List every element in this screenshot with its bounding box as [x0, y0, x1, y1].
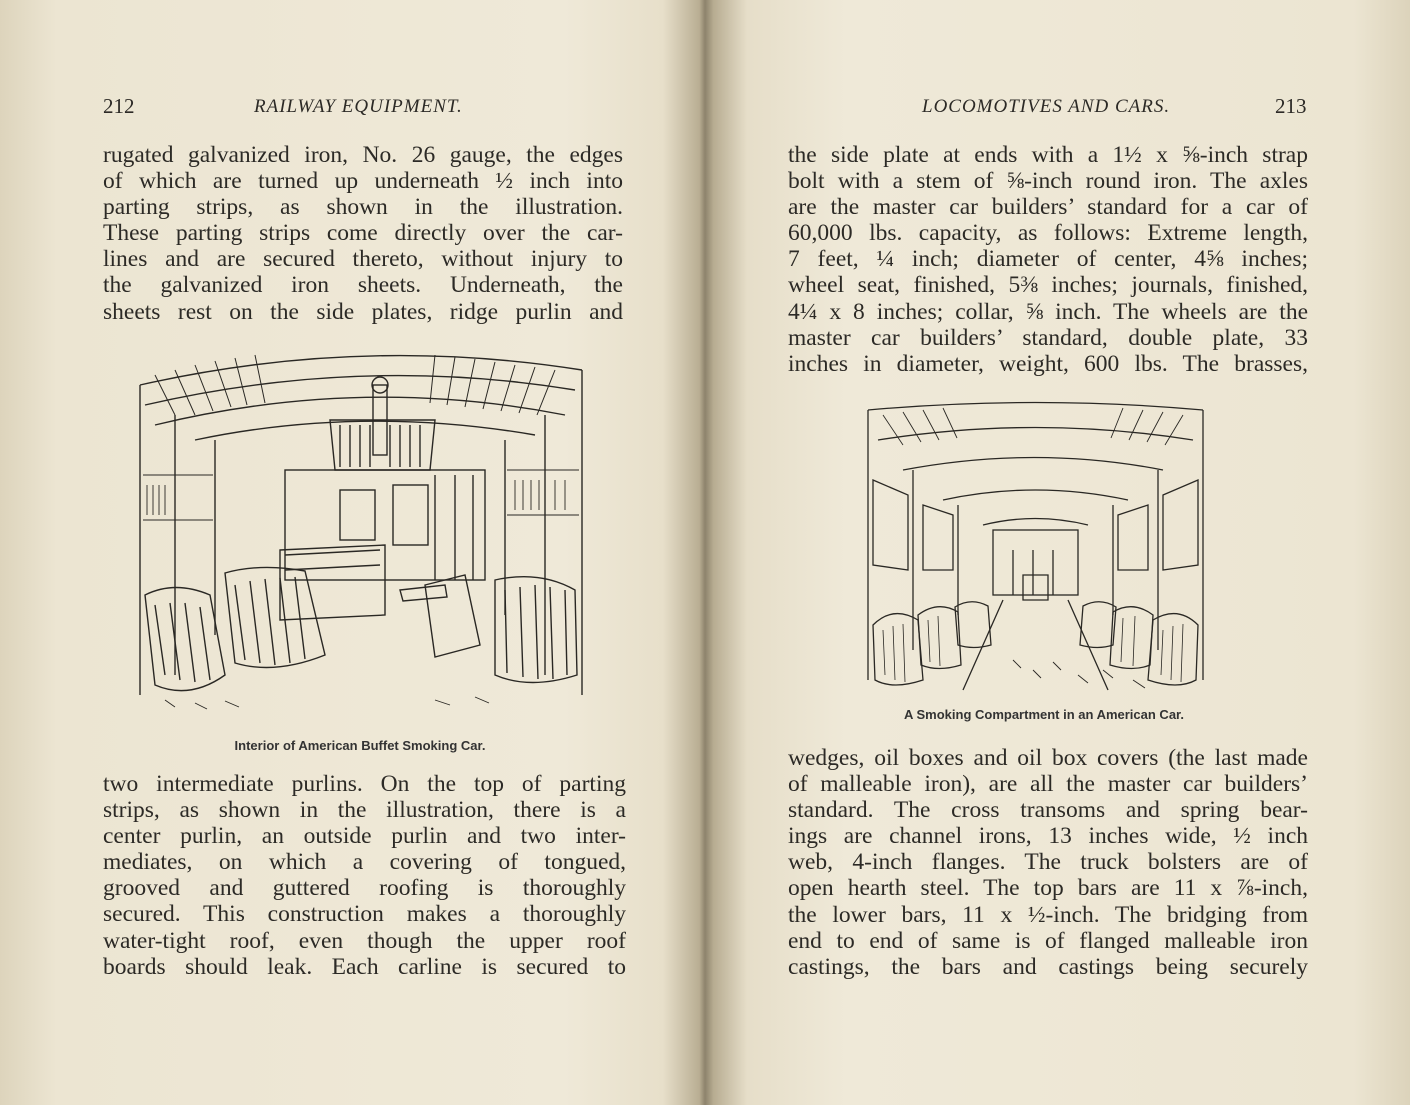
text-line: two intermediate purlins. On the top of parting — [103, 771, 626, 797]
text-line: strips, as shown in the illustration, there is a — [103, 797, 626, 824]
text-line: sheets rest on the side plates, ridge purlin and — [103, 298, 623, 325]
text-line: end to end of same is of flanged malleable iron — [788, 927, 1308, 954]
text-line: wedges, oil boxes and oil box covers (the last made — [788, 745, 1308, 771]
text-line: bolt with a stem of ⅝-inch round iron. The axles — [788, 168, 1308, 195]
paragraph-top — [103, 142, 623, 325]
text-line: boards should leak. Each carline is secured to — [103, 953, 626, 980]
text-line: secured. This construction makes a thoroughly — [103, 901, 626, 928]
text-line: lines and are secured thereto, without injury to — [103, 246, 623, 273]
text-line: rugated galvanized iron, No. 26 gauge, the edges — [103, 142, 623, 168]
running-head: LOCOMOTIVES AND CARS. — [922, 96, 1171, 117]
text-line: master car builders’ standard, double plate, 33 — [788, 324, 1308, 351]
text-line: inches in diameter, weight, 600 lbs. The brasses, — [788, 350, 1308, 377]
buffet-car-engraving — [135, 345, 587, 715]
text-line: These parting strips come directly over the car- — [103, 220, 623, 247]
text-line: 7 feet, ¼ inch; diameter of center, 4⅝ inches; — [788, 246, 1308, 273]
paragraph-bottom — [788, 745, 1308, 980]
smoking-compartment-engraving — [863, 400, 1208, 695]
text-line: 60,000 lbs. capacity, as follows: Extreme length, — [788, 220, 1308, 247]
paragraph-top — [788, 142, 1308, 377]
text-line: 4¼ x 8 inches; collar, ⅝ inch. The wheels are the — [788, 298, 1308, 325]
text-line: open hearth steel. The top bars are 11 x ⅞-inch, — [788, 875, 1308, 902]
running-head: RAILWAY EQUIPMENT. — [254, 96, 463, 117]
page-number: 212 — [103, 94, 135, 118]
text-line: of malleable iron), are all the master car builders’ — [788, 771, 1308, 798]
text-line: center purlin, an outside purlin and two inter- — [103, 823, 626, 850]
text-line: ings are channel irons, 13 inches wide, ½ inch — [788, 823, 1308, 850]
text-line: parting strips, as shown in the illustration. — [103, 194, 623, 221]
text-line: the galvanized iron sheets. Underneath, the — [103, 272, 623, 299]
text-line: castings, the bars and castings being securely — [788, 953, 1308, 980]
text-line: the lower bars, 11 x ½-inch. The bridging from — [788, 901, 1308, 928]
text-line: wheel seat, finished, 5⅜ inches; journals, finished, — [788, 272, 1308, 299]
text-line: are the master car builders’ standard for a car of — [788, 194, 1308, 221]
text-line: the side plate at ends with a 1½ x ⅝-inch strap — [788, 142, 1308, 168]
paragraph-bottom — [103, 771, 626, 980]
figure-caption: A Smoking Compartment in an American Car. — [903, 707, 1185, 722]
figure-caption: Interior of American Buffet Smoking Car. — [234, 738, 486, 753]
text-line: web, 4-inch flanges. The truck bolsters are of — [788, 849, 1308, 876]
text-line: mediates, on which a covering of tongued, — [103, 849, 626, 876]
right-page — [705, 0, 1410, 1105]
page-number: 213 — [1275, 94, 1307, 118]
text-line: water-tight roof, even though the upper roof — [103, 927, 626, 954]
text-line: of which are turned up underneath ½ inch into — [103, 168, 623, 195]
text-line: standard. The cross transoms and spring bear- — [788, 797, 1308, 824]
text-line: grooved and guttered roofing is thoroughly — [103, 875, 626, 902]
